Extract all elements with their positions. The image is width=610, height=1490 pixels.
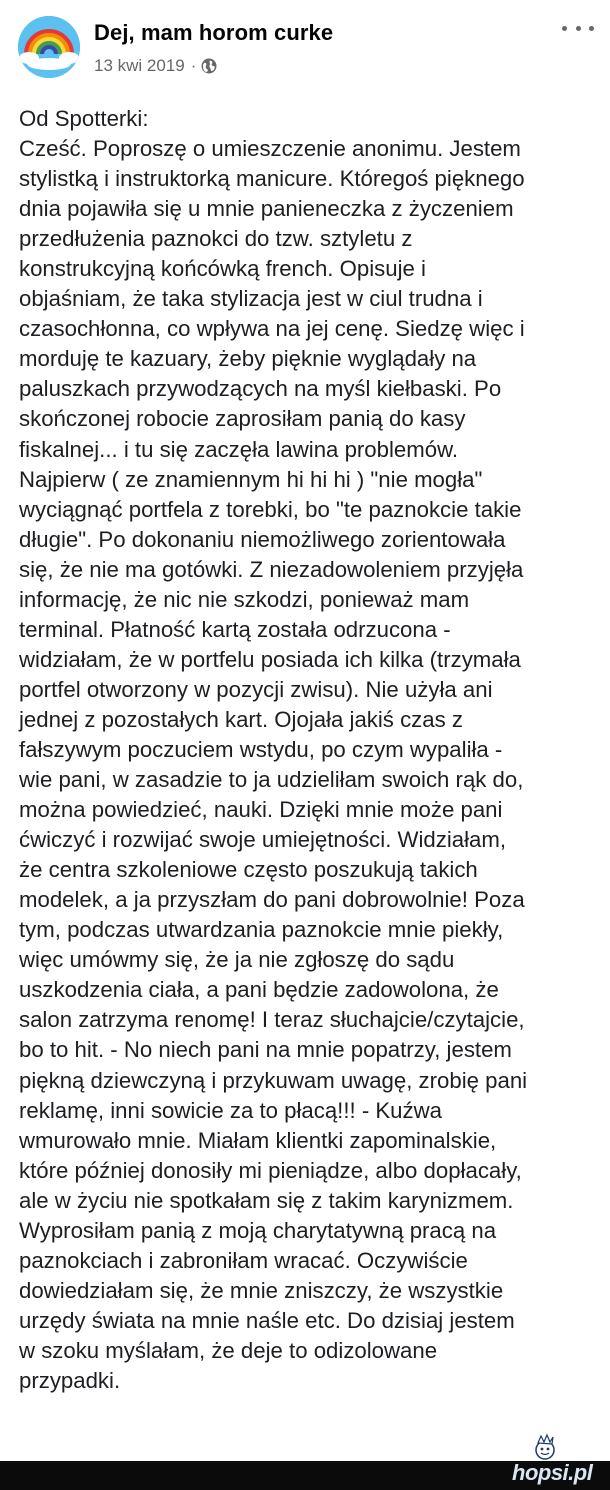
post-line: jednej z pozostałych kart. Ojojała jakiś czas z [19, 706, 463, 732]
post-line: widziałam, że w portfelu posiada ich kilka (trzymała [19, 646, 521, 672]
post-line: się, że nie ma gotówki. Z niezadowoleniem przyjęła [19, 556, 524, 582]
post-line: fałszywym poczuciem wstydu, po czym wypaliła - [19, 736, 503, 762]
post-line: uszkodzenia ciała, a pani będzie zadowolona, że [19, 977, 499, 1003]
post-line: objaśniam, że taka stylizacja jest w ciul trudna i [19, 286, 483, 312]
post-line: ćwiczyć i rozwijać swoje umiejętności. Widziałam, [19, 827, 507, 853]
post-line: Wyprosiłam panią z moją charytatywną pracą na [19, 1217, 497, 1243]
meta-separator: · [190, 56, 197, 75]
post-line: terminal. Płatność kartą została odrzucona - [19, 616, 451, 642]
watermark-text: hopsi.pl [512, 1460, 593, 1485]
post-line: ale w życiu nie spotkałam się z takim karynizmem. [19, 1187, 514, 1213]
post-line: piękną dziewczyną i przykuwam uwagę, zrobię pani [19, 1067, 528, 1093]
post-line: salon zatrzyma renomę! I teraz słuchajcie/czytajcie, [19, 1007, 525, 1033]
post-text [19, 104, 599, 1396]
post-line: skończonej robocie zaprosiłam panią do kasy [19, 406, 466, 432]
avatar[interactable] [18, 16, 80, 78]
more-horizontal-icon-dot [576, 26, 581, 31]
post-line: wmurowało mnie. Miałam klientki zapominalskie, [19, 1127, 497, 1153]
post-line: długie". Po dokonaniu niemożliwego zorientowała [19, 526, 506, 552]
post-line: bo to hit. - No niech pani na mnie popatrzy, jestem [19, 1037, 512, 1063]
post-line: Cześć. Poproszę o umieszczenie anonimu. Jestem [19, 136, 521, 162]
post-meta [94, 56, 217, 76]
post-line: wyciągnąć portfela z torebki, bo "te paznokcie takie [19, 496, 522, 522]
post-line: przypadki. [19, 1367, 121, 1393]
post-line: modelek, a ja przyszłam do pani dobrowolnie! Poza [19, 887, 525, 913]
post-date[interactable]: 13 kwi 2019 [94, 56, 185, 75]
post-line: dowiedziałam się, że mnie zniszczy, że wszystkie [19, 1277, 504, 1303]
rainbow-logo-icon [18, 16, 80, 78]
post-line: można powiedzieć, nauki. Dzięki mnie może pani [19, 797, 503, 823]
post-line: urzędy świata na mnie naśle etc. Do dzisiaj jestem [19, 1307, 515, 1333]
more-horizontal-icon [562, 26, 567, 31]
post-line: stylistką i instruktorką manicure. Któregoś pięknego [19, 166, 525, 192]
post-line: więc umówmy się, że ja nie zgłoszę do sądu [19, 947, 455, 973]
post-line: morduję te kazuary, żeby pięknie wyglądały na [19, 346, 477, 372]
post-line: fiskalnej... i tu się zaczęła lawina problemów. [19, 436, 459, 462]
post-line: paluszkach przywodzących na myśl kiełbaski. Po [19, 376, 502, 402]
post-line: paznokciach i zabroniłam wracać. Oczywiście [19, 1247, 468, 1273]
post-line: Najpierw ( ze znamiennym hi hi hi ) "nie mogła" [19, 466, 483, 492]
post-line: w szoku myślałam, że deje to odizolowane [19, 1337, 438, 1363]
post-line: informację, że nic nie szkodzi, ponieważ mam [19, 586, 470, 612]
post-line: konstrukcyjną końcówką french. Opisuje i [19, 256, 426, 282]
globe-icon[interactable] [201, 58, 217, 74]
post-line: portfel otworzony w pozycji zwisu). Nie użyła ani [19, 676, 493, 702]
post-line: Od Spotterki: [19, 106, 149, 131]
mascot-icon [530, 1433, 560, 1463]
post-line: które później donosiły mi pieniądze, albo dopłacały, [19, 1157, 522, 1183]
post-line: wie pani, w zasadzie to ja udzieliłam swoich rąk do, [19, 767, 524, 793]
watermark [512, 1433, 600, 1489]
post-line: reklamę, inni sowicie za to płacą!!! - Kuźwa [19, 1097, 442, 1123]
post-line: tym, podczas utwardzania paznokcie mnie piekły, [19, 917, 504, 943]
more-options-button[interactable] [562, 18, 594, 38]
post-line: czasochłonna, co wpływa na jej cenę. Siedzę więc i [19, 316, 525, 342]
post-header [0, 0, 610, 92]
post-line: że centra szkoleniowe często poszukują takich [19, 857, 478, 883]
post-line: przedłużenia paznokci do tzw. sztyletu z [19, 226, 413, 252]
page-name[interactable]: Dej, mam horom curke [94, 20, 334, 45]
post-line: dnia pojawiła się u mnie panieneczka z życzeniem [19, 196, 514, 222]
more-horizontal-icon-dot [589, 26, 594, 31]
